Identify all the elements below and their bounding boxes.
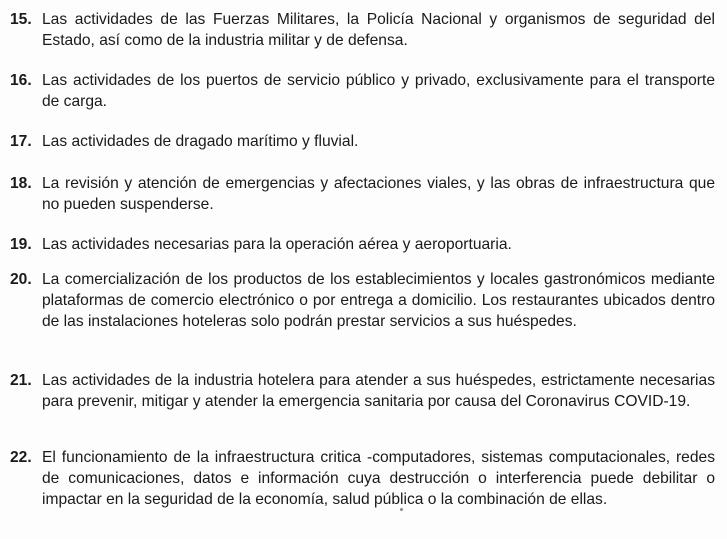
item-number: 20. — [10, 271, 32, 288]
item-text: Las actividades de las Fuerzas Militares, la Policía Nacional y organismos de seguridad del Estado, así como de la industria militar y de defensa. — [42, 11, 715, 49]
item-text: Las actividades de los puertos de servicio público y privado, exclusivamente para el transporte de carga. — [42, 72, 715, 110]
scan-speck — [400, 508, 403, 511]
item-text: La comercialización de los productos de los establecimientos y locales gastronómicos mediante plataformas de comercio electrónico o por entrega a domicilio. Los restaurantes ubicados dentro de las instalaciones hoteleras solo podrán prestar servicios a sus huéspedes. — [42, 271, 715, 330]
item-text: El funcionamiento de la infraestructura critica -computadores, sistemas computacionales, redes de comunicaciones, datos e información cuya destrucción o interferencia puede debilitar o impactar en la seguridad de la economía, salud pública o la combinación de ellas. — [42, 449, 715, 508]
item-text: La revisión y atención de emergencias y afectaciones viales, y las obras de infraestructura que no pueden suspenderse. — [42, 175, 715, 213]
item-text: Las actividades de la industria hotelera para atender a sus huéspedes, estrictamente necesarias para prevenir, mitigar y atender la emergencia sanitaria por causa del Coronavirus COVID-19. — [42, 372, 715, 410]
item-number: 19. — [10, 236, 32, 253]
item-number: 17. — [10, 133, 32, 150]
item-number: 16. — [10, 72, 32, 89]
item-number: 21. — [10, 372, 32, 389]
item-text: Las actividades necesarias para la operación aérea y aeroportuaria. — [42, 236, 512, 253]
item-text: Las actividades de dragado marítimo y fluvial. — [42, 133, 359, 150]
item-number: 22. — [10, 449, 32, 466]
item-number: 18. — [10, 175, 32, 192]
item-number: 15. — [10, 11, 32, 28]
